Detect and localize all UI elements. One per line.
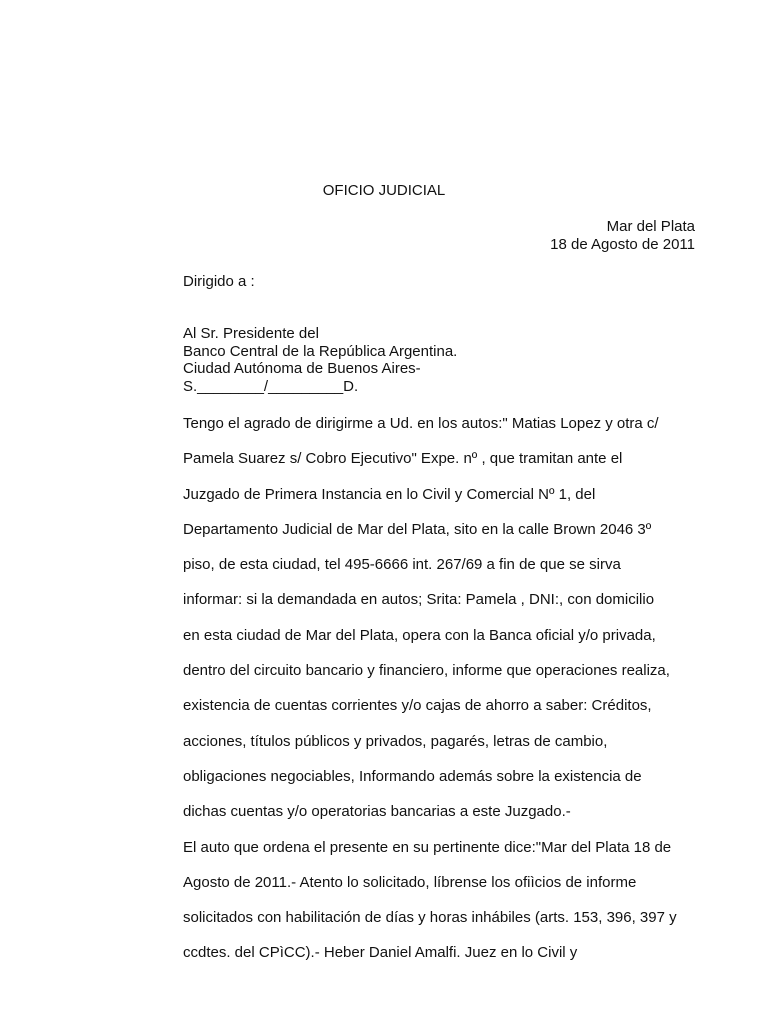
body-line: informar: si la demandada en autos; Srita: Pamela , DNI:, con domicilio: [183, 591, 655, 609]
addressee-intro: Dirigido a :: [183, 273, 255, 290]
address-line: Banco Central de la República Argentina.: [183, 342, 458, 360]
body-line: Pamela Suarez s/ Cobro Ejecutivo" Expe. nº , que tramitan ante el: [183, 450, 623, 468]
place-date-block: [550, 218, 695, 254]
document-title: OFICIO JUDICIAL: [322, 182, 446, 199]
body-line: Agosto de 2011.- Atento lo solicitado, líbrense los ofiìcios de informe: [183, 873, 637, 891]
address-block: [183, 325, 457, 395]
body-line: solicitados con habilitación de días y horas inhábiles (arts. 153, 396, 397 y: [183, 909, 677, 927]
body-line: piso, de esta ciudad, tel 495-6666 int. 267/69 a fin de que se sirva: [183, 556, 621, 574]
body-line: dichas cuentas y/o operatorias bancarias a este Juzgado.-: [183, 803, 571, 821]
body-line: Juzgado de Primera Instancia en lo Civil y Comercial Nº 1, del: [183, 485, 596, 503]
address-line: Al Sr. Presidente del: [183, 325, 319, 342]
body-line: Departamento Judicial de Mar del Plata, sito en la calle Brown 2046 3º: [183, 520, 652, 538]
body-line: existencia de cuentas corrientes y/o cajas de ahorro a saber: Créditos,: [183, 697, 652, 715]
address-line: Ciudad Autónoma de Buenos Aires-: [183, 360, 421, 377]
body-text: [183, 406, 703, 971]
body-line: dentro del circuito bancario y financiero, informe que operaciones realiza,: [183, 662, 670, 680]
date: 18 de Agosto de 2011: [550, 236, 695, 253]
body-line: acciones, títulos públicos y privados, pagarés, letras de cambio,: [183, 732, 608, 750]
body-line: Tengo el agrado de dirigirme a Ud. en los autos:" Matias Lopez y otra c/: [183, 415, 659, 432]
body-line: obligaciones negociables, Informando además sobre la existencia de: [183, 767, 642, 785]
place: Mar del Plata: [606, 218, 695, 235]
body-line: en esta ciudad de Mar del Plata, opera con la Banca oficial y/o privada,: [183, 626, 656, 644]
body-line: ccdtes. del CPìCC).- Heber Daniel Amalfi. Juez en lo Civil y: [183, 944, 578, 962]
body-line: El auto que ordena el presente en su pertinente dice:"Mar del Plata 18 de: [183, 838, 672, 856]
address-line: S.________/_________D.: [183, 377, 359, 395]
